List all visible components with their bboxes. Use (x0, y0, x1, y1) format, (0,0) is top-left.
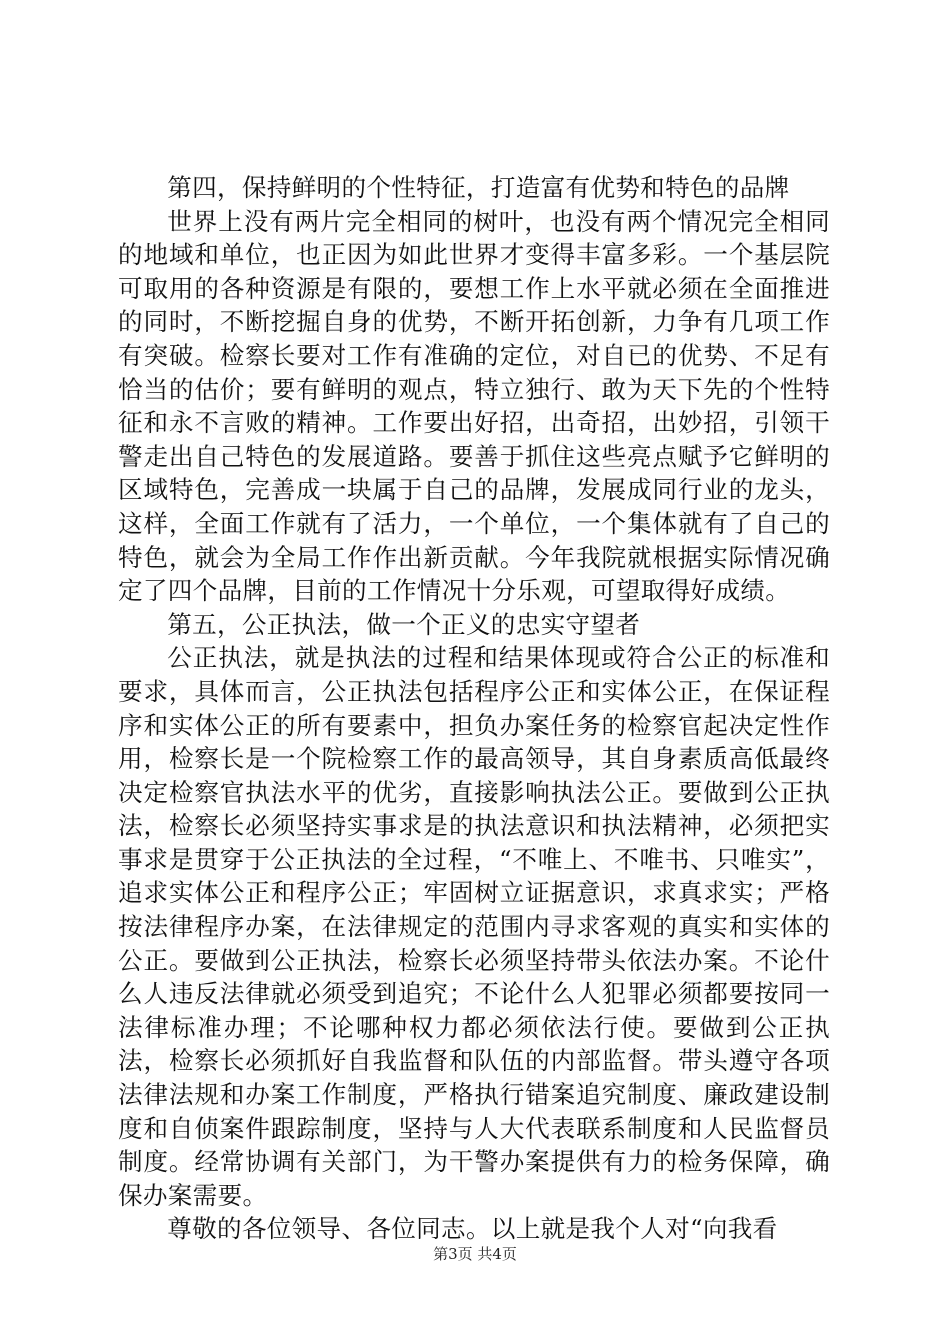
paragraph-fair-enforcement: 公正执法，就是执法的过程和结果体现或符合公正的标准和要求，具体而言，公正执法包括程序公正和实体公正，在保证程序和实体公正的所有要素中，担负办案任务的检察官起决定性作用，检察长是一个院检察工作的最高领导，其自身素质高低最终决定检察官执法水平的优劣，直接影响执法公正。要做到公正执法，检察长必须坚持实事求是的执法意识和执法精神，必须把实事求是贯穿于公正执法的全过程，“不唯上、不唯书、只唯实”，追求实体公正和程序公正；牢固树立证据意识，求真求实；严格按法律程序办案，在法律规定的范围内寻求客观的真实和实体的公正。要做到公正执法，检察长必须坚持带头依法办案。不论什么人违反法律就必须受到追究；不论什么人犯罪必须都要按同一法律标准办理；不论哪种权力都必须依法行使。要做到公正执法，检察长必须抓好自我监督和队伍的内部监督。带头遵守各项法律法规和办案工作制度，严格执行错案追究制度、廉政建设制度和自侦案件跟踪制度，坚持与人大代表联系制度和人民监督员制度。经常协调有关部门，为干警办案提供有力的检务保障，确保办案需要。 (118, 643, 830, 1210)
section-heading-five: 第五，公正执法，做一个正义的忠实守望者 (167, 609, 641, 639)
paragraph-closing: 尊敬的各位领导、各位同志。以上就是我个人对“向我看 (167, 1214, 778, 1244)
paragraph-unique-brand: 世界上没有两片完全相同的树叶，也没有两个情况完全相同的地域和单位，也正因为如此世界才变得丰富多彩。一个基层院可取用的各种资源是有限的，要想工作上水平就必须在全面推进的同时，不断挖掘自身的优势，不断开拓创新，力争有几项工作有突破。检察长要对工作有准确的定位，对自已的优势、不足有恰当的估价；要有鲜明的观点，特立独行、敢为天下先的个性特征和永不言败的精神。工作要出好招，出奇招，出妙招，引领干警走出自己特色的发展道路。要善于抓住这些亮点赋予它鲜明的区域特色，完善成一块属于自己的品牌，发展成同行业的龙头，这样，全面工作就有了活力，一个单位，一个集体就有了自己的特色，就会为全局工作作出新贡献。今年我院就根据实际情况确定了四个品牌，目前的工作情况十分乐观，可望取得好成绩。 (118, 206, 830, 606)
page-number-footer: 第3页 共4页 (433, 1245, 517, 1263)
section-heading-four: 第四，保持鲜明的个性特征，打造富有优势和特色的品牌 (167, 173, 790, 202)
document-body (118, 171, 830, 1246)
